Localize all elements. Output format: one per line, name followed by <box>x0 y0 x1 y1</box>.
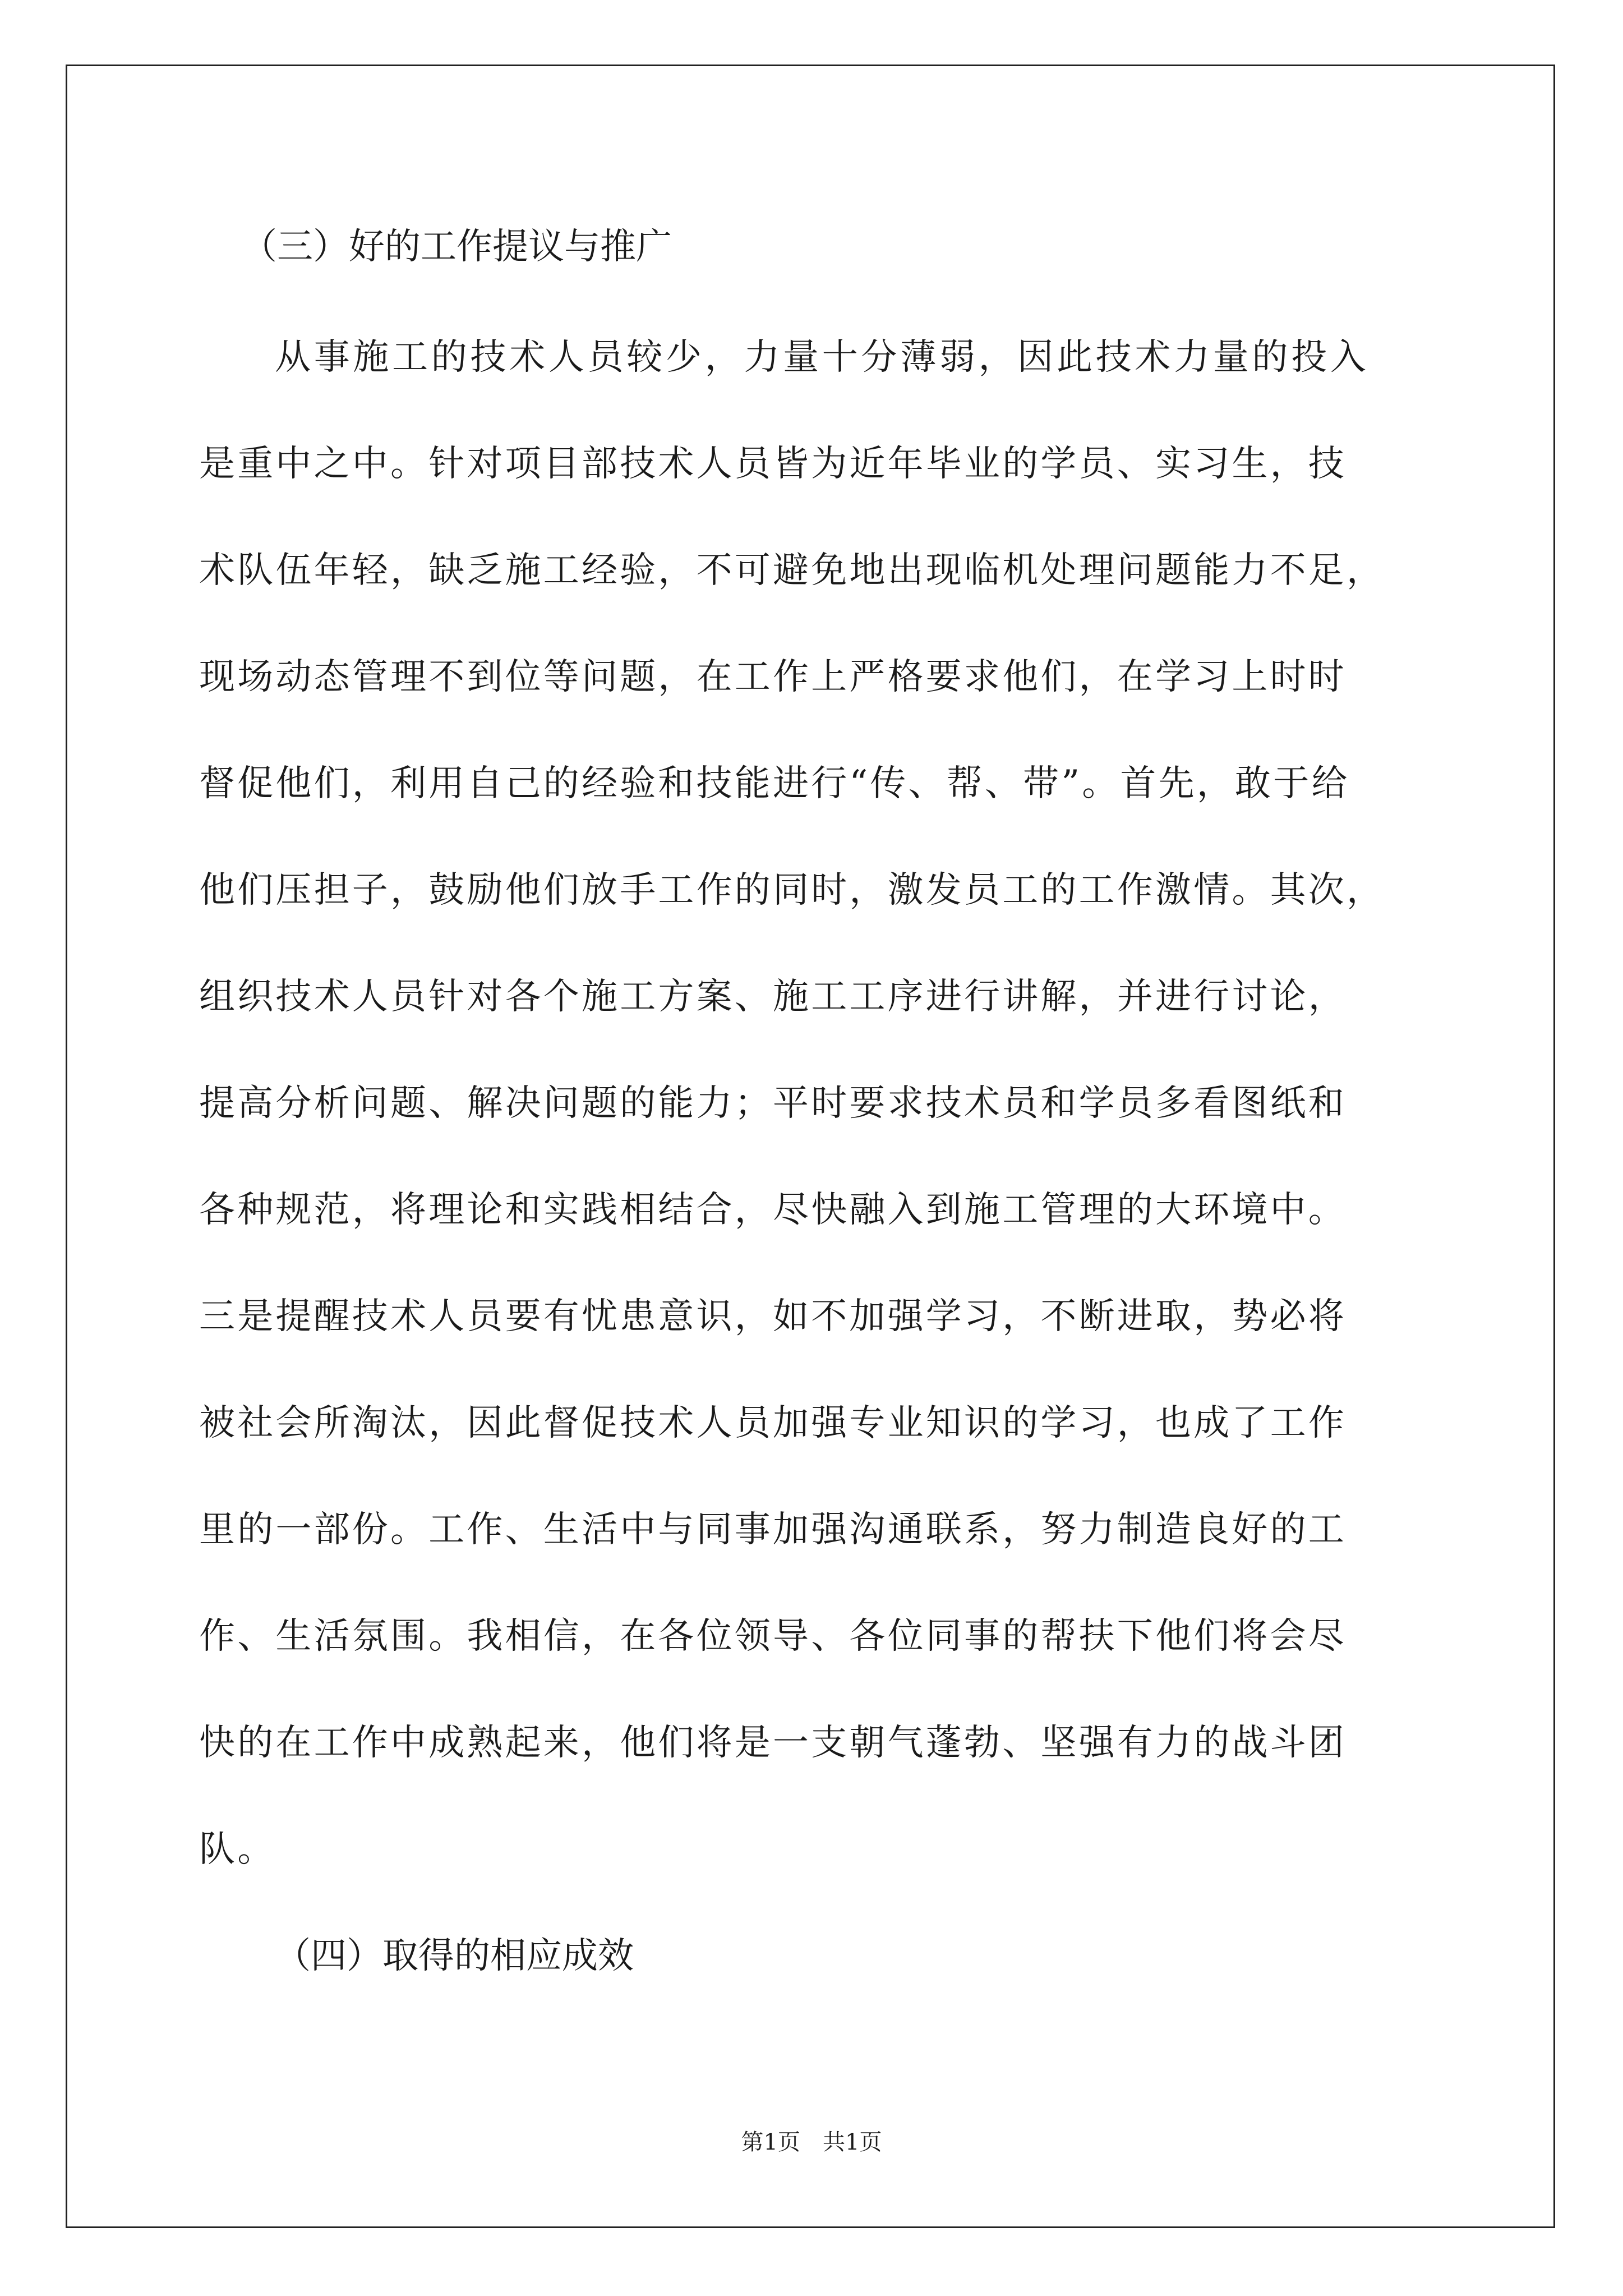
page-footer: 第1页 共1页 <box>741 2129 882 2155</box>
page-border <box>66 65 1555 2228</box>
